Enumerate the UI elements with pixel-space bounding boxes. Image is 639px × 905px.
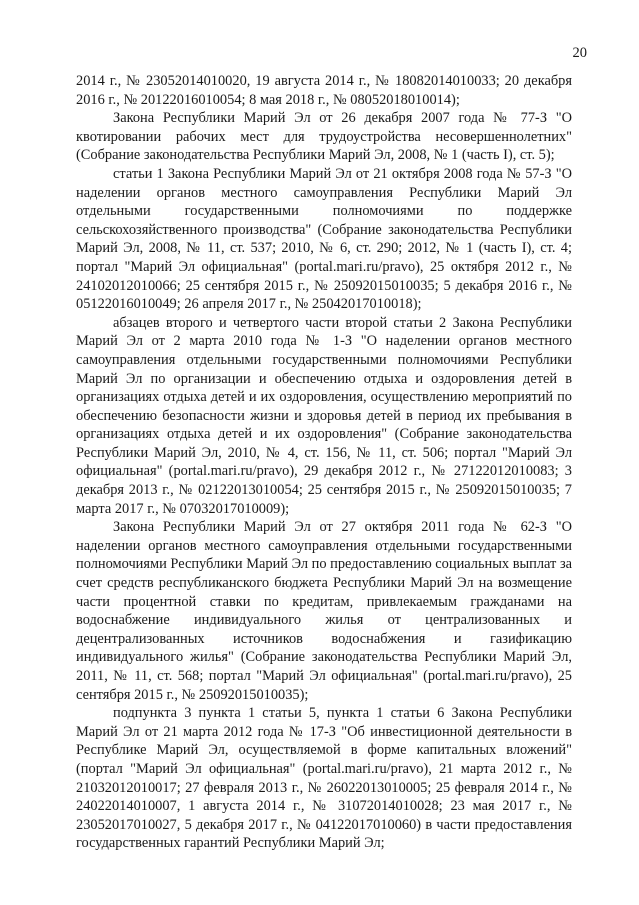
paragraph: Закона Республики Марий Эл от 26 декабря 2007 года № 77-З "О квотировании рабочих мест для трудоустройства несовершеннолетних" (Собрание законодательства Республики Марий Эл, 2008, № 1 (часть I), ст. 5); xyxy=(76,110,572,164)
page-number: 20 xyxy=(572,45,587,61)
paragraph: 2014 г., № 23052014010020, 19 августа 2014 г., № 18082014010033; 20 декабря 2016 г., № 20122016010054; 8 мая 2018 г., № 08052018010014); xyxy=(76,73,572,108)
paragraph: Закона Республики Марий Эл от 27 октября 2011 года № 62-З "О наделении органов местного самоуправления отдельными государственными полномочиями Республики Марий Эл по предоставлению социальных выплат за счет средств республиканского бюджета Республики Марий Эл на возмещение части процентной ставки по кредитам, привлекаемым гражданами на водоснабжение индивидуального жилья от централизованных и децентрализованных источников водоснабжения и газификацию индивидуального жилья" (Собрание законодательства Республики Марий Эл, 2011, № 11, ст. 568; портал "Марий Эл официальная" (portal.mari.ru/pravo), 25 сентября 2015 г., № 25092015010035); xyxy=(76,519,573,703)
paragraph: статьи 1 Закона Республики Марий Эл от 21 октября 2008 года № 57-З "О наделении органов местного самоуправления Республики Марий Эл отдельными государственными полномочиями по поддержке сельскохозяйственного производства" (Собрание законодательства Республики Марий Эл, 2008, № 11, ст. 537; 2010, № 6, ст. 290; 2012, № 1 (часть I), ст. 4; портал "Марий Эл официальная" (portal.mari.ru/pravo), 25 октября 2012 г., № 24102012010066; 25 сентября 2015 г., № 25092015010035; 5 декабря 2016 г., № 05122016010049; 26 апреля 2017 г., № 25042017010018); xyxy=(76,165,572,313)
document-body xyxy=(76,72,572,853)
paragraph: подпункта 3 пункта 1 статьи 5, пункта 1 статьи 6 Закона Республики Марий Эл от 21 марта 2012 года № 17-З "Об инвестиционной деятельности в Республике Марий Эл, осуществляемой в форме капитальных вложений" (портал "Марий Эл официальная" (portal.mari.ru/pravo), 21 марта 2012 г., № 21032012010017; 27 февраля 2013 г., № 26022013010005; 25 февраля 2014 г., № 24022014010007, 1 августа 2014 г., № 31072014010028; 23 мая 2017 г., № 23052017010027, 5 декабря 2017 г., № 04122017010060) в части предоставления государственных гарантий Республики Марий Эл; xyxy=(76,705,572,852)
paragraph: абзацев второго и четвертого части второй статьи 2 Закона Республики Марий Эл от 2 марта 2010 года № 1-З "О наделении органов местного самоуправления отдельными государственными полномочиями Республики Марий Эл по организации и обеспечению отдыха и оздоровления детей в организациях отдыха детей и их оздоровления, осуществлению мероприятий по обеспечению безопасности жизни и здоровья детей в период их пребывания в организациях отдыха детей и их оздоровления" (Собрание законодательства Республики Марий Эл, 2010, № 4, ст. 156, № 11, ст. 506; портал "Марий Эл официальная" (portal.mari.ru/pravo), 29 декабря 2012 г., № 27122012010083; 3 декабря 2013 г., № 02122013010054; 25 сентября 2015 г., № 25092015010035; 7 марта 2017 г., № 07032017010009); xyxy=(76,314,572,517)
